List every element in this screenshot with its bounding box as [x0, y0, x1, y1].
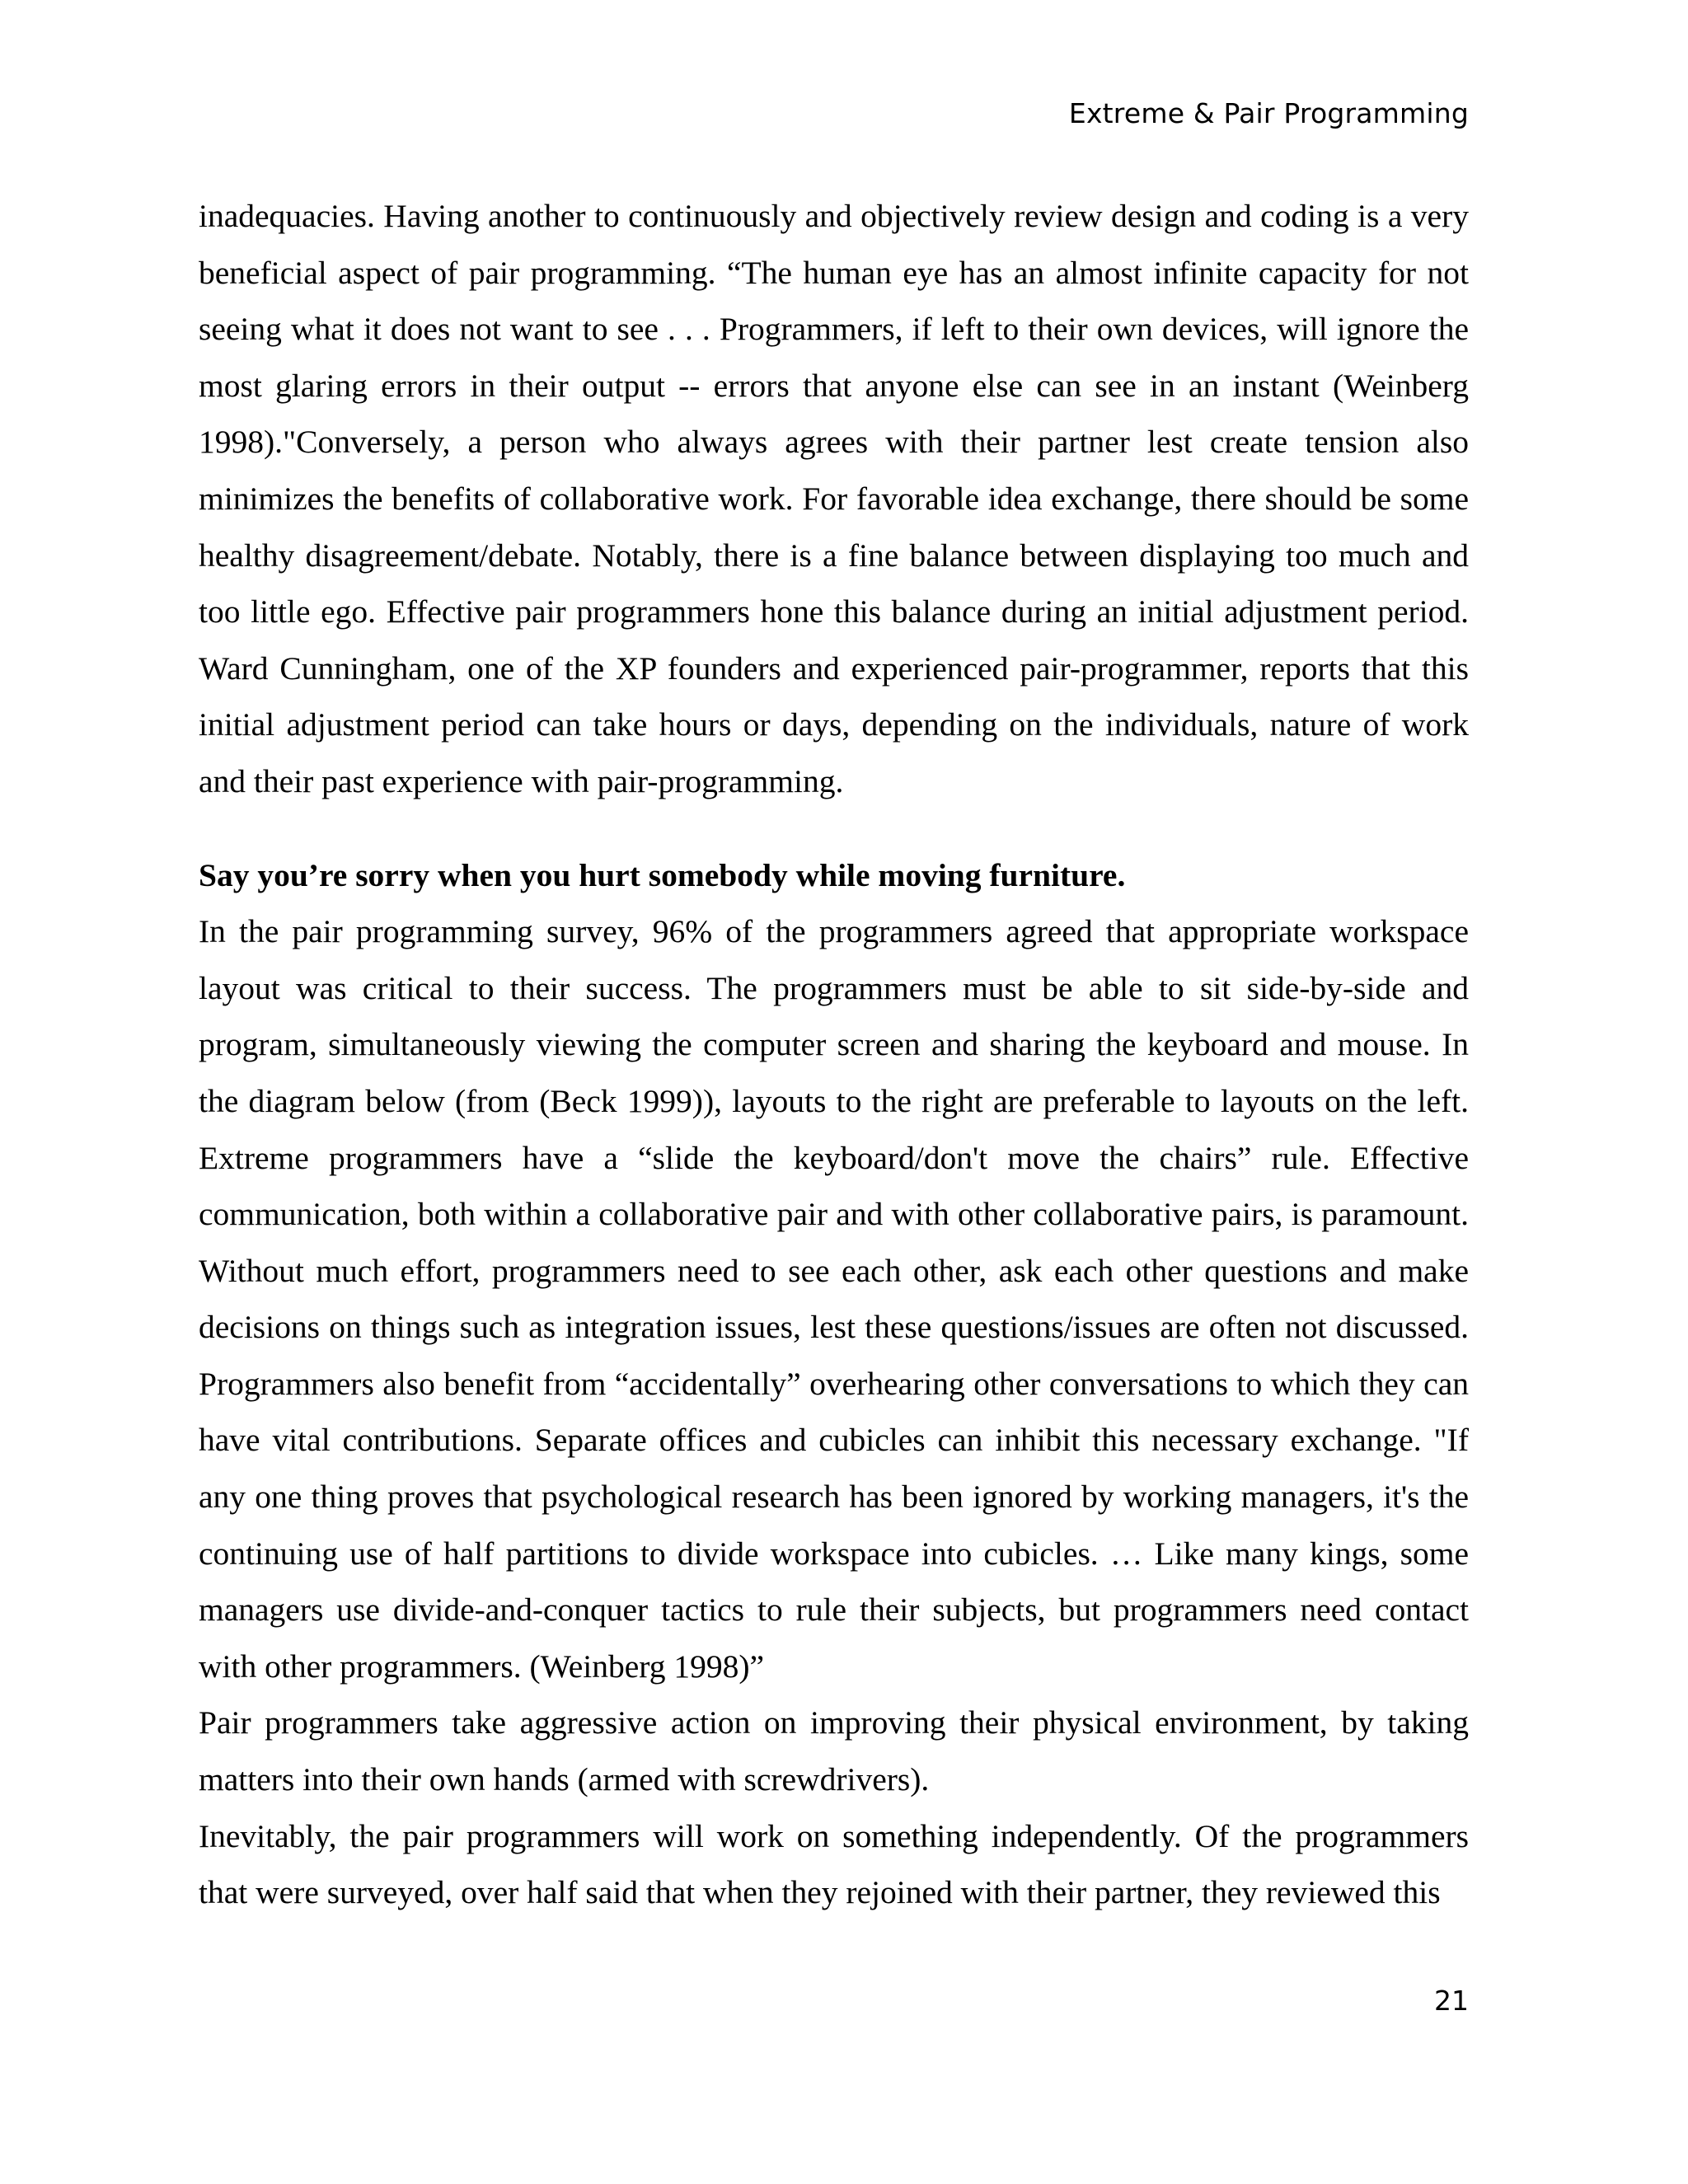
- paragraph-3: Pair programmers take aggressive action on improving their physical environment, by taking matters into their own hands (armed with screwdrivers).: [199, 1704, 1469, 1798]
- paragraph-4: Inevitably, the pair programmers will work on something independently. Of the programmers that were surveyed, over half said that when they rejoined with their partner, they reviewed this: [199, 1817, 1469, 1911]
- running-header: Extreme & Pair Programming: [1068, 97, 1469, 129]
- paragraph-1: inadequacies. Having another to continuously and objectively review design and coding is a very beneficial aspect of pair programming. “The human eye has an almost infinite capacity for not seeing what it does not want to see . . . Programmers, if left to their own devices, will ignore the most glaring errors in their output -- errors that anyone else can see in an instant (Weinberg 1998)."Conversely, a person who always agrees with their partner lest create tension also minimizes the benefits of collaborative work. For favorable idea exchange, there should be some healthy disagreement/debate. Notably, there is a fine balance between displaying too much and too little ego. Effective pair programmers hone this balance during an initial adjustment period. Ward Cunningham, one of the XP founders and experienced pair-programmer, reports that this initial adjustment period can take hours or days, depending on the individuals, nature of work and their past experience with pair-programming.: [199, 198, 1469, 799]
- section-heading: Say you’re sorry when you hurt somebody while moving furniture.: [199, 856, 1126, 893]
- page-number: 21: [1434, 1985, 1469, 2017]
- body-text: [199, 188, 1469, 1921]
- paragraph-2: In the pair programming survey, 96% of the programmers agreed that appropriate workspace layout was critical to their success. The programmers must be able to sit side-by-side and program, simultaneously viewing the computer screen and sharing the keyboard and mouse. In the diagram below (from (Beck 1999)), layouts to the right are preferable to layouts on the left. Extreme programmers have a “slide the keyboard/don't move the chairs” rule. Effective communication, both within a collaborative pair and with other collaborative pairs, is paramount. Without much effort, programmers need to see each other, ask each other questions and make decisions on things such as integration issues, lest these questions/issues are often not discussed. Programmers also benefit from “accidentally” overhearing other conversations to which they can have vital contributions. Separate offices and cubicles can inhibit this necessary exchange. "If any one thing proves that psychological research has been ignored by working managers, it's the continuing use of half partitions to divide workspace into cubicles. … Like many kings, some managers use divide-and-conquer tactics to rule their subjects, but programmers need contact with other programmers. (Weinberg 1998)”: [199, 913, 1469, 1685]
